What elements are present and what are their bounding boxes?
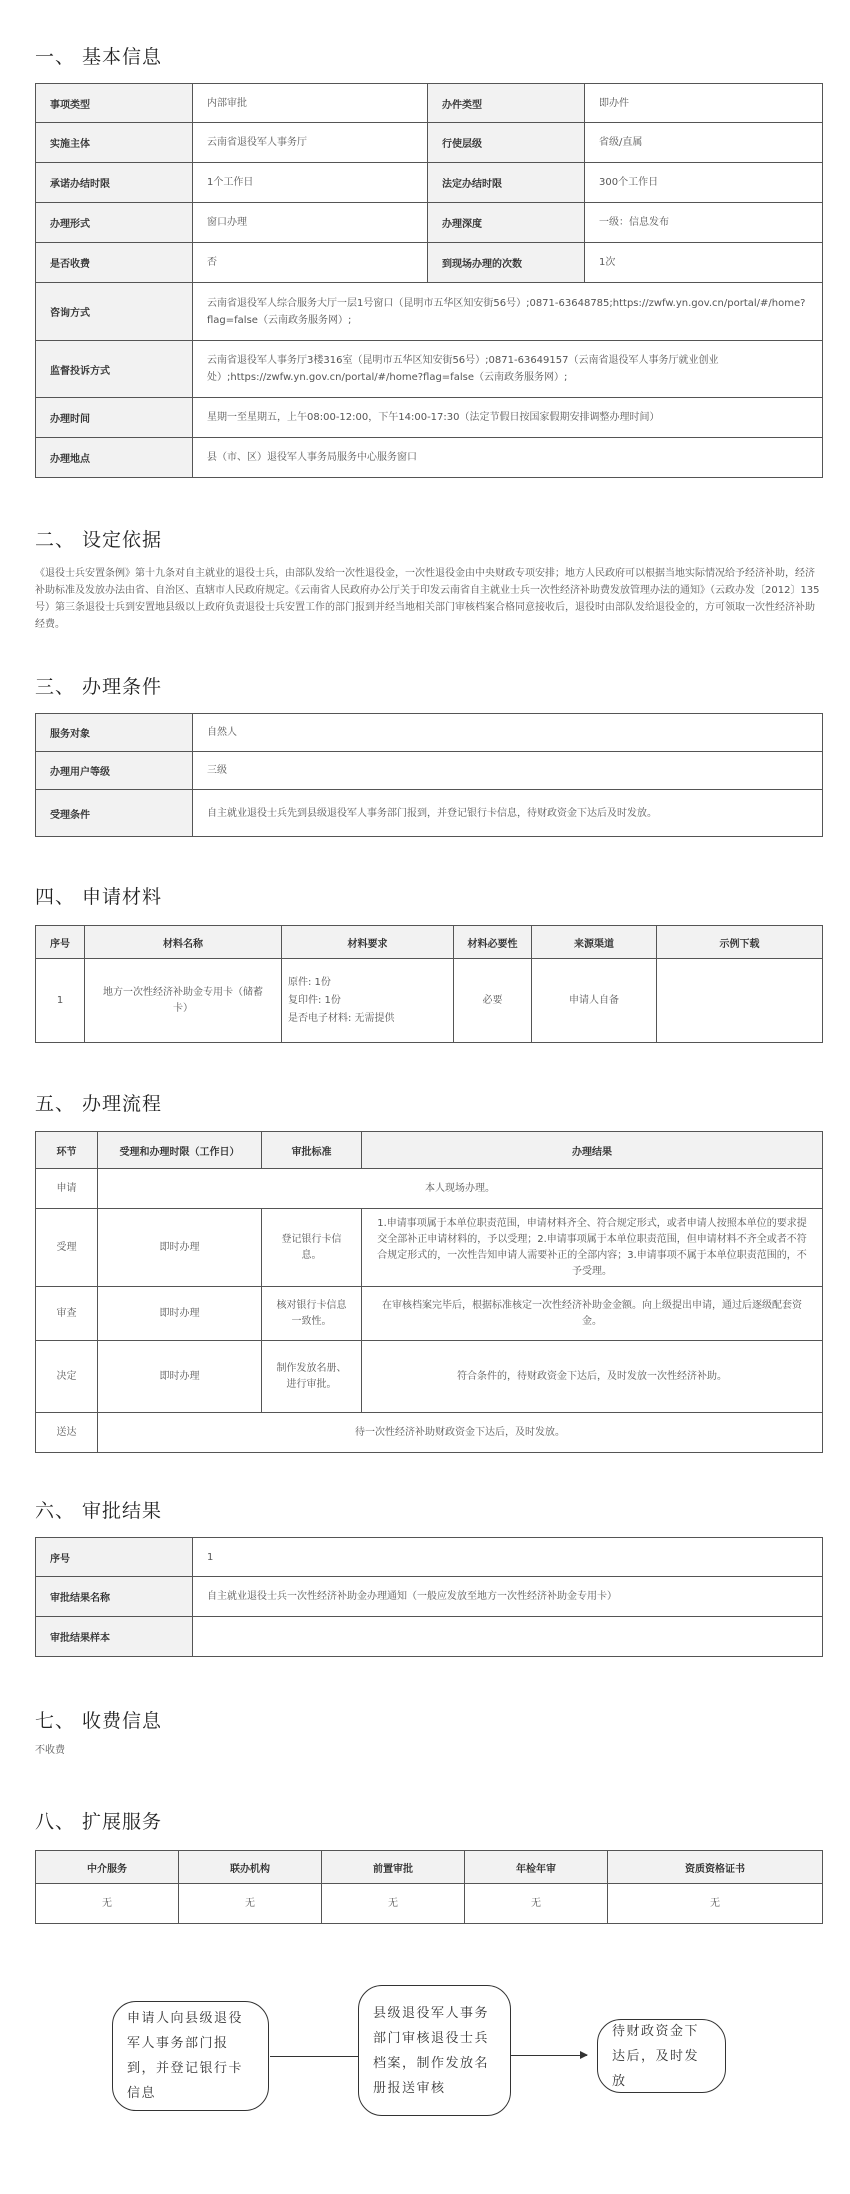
value-location: 县（市、区）退役军人事务局服务中心服务窗口	[193, 438, 823, 478]
table-row	[36, 1413, 823, 1453]
col-header: 材料名称	[85, 926, 282, 959]
value-depth: 一级：信息发布	[585, 203, 823, 243]
step-result: 符合条件的，待财政资金下达后，及时发放一次性经济补助。	[362, 1341, 823, 1413]
step-result: 待一次性经济补助财政资金下达后，及时发放。	[98, 1413, 823, 1453]
table-header-row	[36, 1851, 823, 1884]
label-visits: 到现场办理的次数	[428, 243, 585, 283]
table-row	[36, 1617, 823, 1657]
label-promise-time: 承诺办结时限	[36, 163, 193, 203]
label-hours: 办理时间	[36, 398, 193, 438]
table-header-row	[36, 1132, 823, 1169]
value-subject: 云南省退役军人事务厅	[193, 123, 428, 163]
req-original: 原件: 1份	[288, 976, 331, 988]
col-header: 前置审批	[322, 1851, 465, 1884]
label-subject: 实施主体	[36, 123, 193, 163]
col-header: 序号	[36, 926, 85, 959]
value-item-type: 内部审批	[193, 84, 428, 123]
table-row	[36, 1538, 823, 1577]
label-user-level: 办理用户等级	[36, 752, 193, 790]
step-name: 受理	[36, 1209, 98, 1287]
value-form: 窗口办理	[193, 203, 428, 243]
process-table	[35, 1131, 823, 1453]
material-necessity: 必要	[454, 959, 532, 1043]
extended-services-table	[35, 1850, 823, 1924]
col-header: 办理结果	[362, 1132, 823, 1169]
conditions-table	[35, 713, 823, 837]
label-result-sample: 审批结果样本	[36, 1617, 193, 1657]
ext-value: 无	[608, 1884, 823, 1924]
basic-info-table	[35, 83, 823, 478]
col-header: 资质资格证书	[608, 1851, 823, 1884]
value-result-no: 1	[193, 1538, 823, 1577]
material-name: 地方一次性经济补助金专用卡（储蓄卡）	[85, 959, 282, 1043]
basis-text: 《退役士兵安置条例》第十九条对自主就业的退役士兵，由部队发给一次性退役金，一次性退役金由中央财政专项安排；地方人民政府可以根据当地实际情况给予经济补助，经济补助标准及发放办法由省、自治区、直辖市人民政府规定。《云南省人民政府办公厅关于印发云南省自主就业士兵一次性经济补助费发放管理办法的通知》（云政办发〔2012〕135号）第三条退役士兵到安置地县级以上政府负责退役士兵安置工作的部门报到并经当地相关部门审核档案合格同意接收后，退役时由部队发给退役金的，方可领取一次性经济补助经费。	[35, 568, 820, 630]
label-target: 服务对象	[36, 714, 193, 752]
step-standard: 制作发放名册、进行审批。	[262, 1341, 362, 1413]
req-electronic: 是否电子材料: 无需提供	[288, 1012, 395, 1024]
step-name: 送达	[36, 1413, 98, 1453]
ext-value: 无	[36, 1884, 179, 1924]
col-header: 环节	[36, 1132, 98, 1169]
table-row	[36, 790, 823, 837]
value-fee: 否	[193, 243, 428, 283]
value-complaint: 云南省退役军人事务厅3楼316室（昆明市五华区知安街56号）;0871-63649157（云南省退役军人事务厅就业创业处）;https://zwfw.yn.gov.cn/portal/#/home?flag=false（云南政务服务网）;	[193, 341, 823, 398]
req-copy: 复印件: 1份	[288, 994, 341, 1006]
label-consult: 咨询方式	[36, 283, 193, 341]
label-accept-condition: 受理条件	[36, 790, 193, 837]
value-legal-time: 300个工作日	[585, 163, 823, 203]
value-consult: 云南省退役军人综合服务大厅一层1号窗口（昆明市五华区知安街56号）;0871-63648785;https://zwfw.yn.gov.cn/portal/#/home?flag=false（云南政务服务网）;	[193, 283, 823, 341]
label-depth: 办理深度	[428, 203, 585, 243]
material-sample	[657, 959, 823, 1043]
section-title-basis: 二、 设定依据	[35, 529, 163, 551]
value-hours: 星期一至星期五，上午08:00-12:00，下午14:00-17:30（法定节假日按国家假期安排调整办理时间）	[193, 398, 823, 438]
result-table	[35, 1537, 823, 1657]
section-title-basic: 一、 基本信息	[35, 46, 163, 68]
table-row	[36, 959, 823, 1043]
flow-arrow-2	[511, 2055, 587, 2056]
section-title-process: 五、 办理流程	[35, 1093, 163, 1115]
step-result: 在审核档案完毕后，根据标准核定一次性经济补助金金额。向上级提出申请，通过后逐级配套资金。	[362, 1287, 823, 1341]
value-visits: 1次	[585, 243, 823, 283]
section-title-conditions: 三、 办理条件	[35, 676, 163, 698]
step-time: 即时办理	[98, 1287, 262, 1341]
col-header: 示例下载	[657, 926, 823, 959]
table-row	[36, 1884, 823, 1924]
section-title-extended: 八、 扩展服务	[35, 1811, 163, 1833]
col-header: 受理和办理时限（工作日）	[98, 1132, 262, 1169]
material-no: 1	[36, 959, 85, 1043]
table-row	[36, 203, 823, 243]
step-result: 1.申请事项属于本单位职责范围，申请材料齐全、符合规定形式，或者申请人按照本单位的要求提交全部补正申请材料的，予以受理；2.申请事项属于本单位职责范围，但申请材料不齐全或者不符合规定形式的，一次性告知申请人需要补正的全部内容；3.申请事项不属于本单位职责范围的，不予受理。	[362, 1209, 823, 1287]
ext-value: 无	[179, 1884, 322, 1924]
table-row	[36, 1287, 823, 1341]
ext-value: 无	[465, 1884, 608, 1924]
col-header: 年检年审	[465, 1851, 608, 1884]
table-row	[36, 752, 823, 790]
table-row	[36, 438, 823, 478]
flow-box-report: 申请人向县级退役军人事务部门报到，并登记银行卡信息	[112, 2001, 269, 2111]
label-result-no: 序号	[36, 1538, 193, 1577]
col-header: 来源渠道	[532, 926, 657, 959]
material-source: 申请人自备	[532, 959, 657, 1043]
col-header: 材料要求	[282, 926, 454, 959]
col-header: 材料必要性	[454, 926, 532, 959]
step-name: 申请	[36, 1169, 98, 1209]
step-time: 即时办理	[98, 1341, 262, 1413]
step-standard: 核对银行卡信息一致性。	[262, 1287, 362, 1341]
table-row	[36, 283, 823, 341]
fee-text: 不收费	[35, 1745, 65, 1756]
label-complaint: 监督投诉方式	[36, 341, 193, 398]
step-result: 本人现场办理。	[98, 1169, 823, 1209]
step-time: 即时办理	[98, 1209, 262, 1287]
label-form: 办理形式	[36, 203, 193, 243]
value-case-type: 即办件	[585, 84, 823, 123]
label-fee: 是否收费	[36, 243, 193, 283]
label-level: 行使层级	[428, 123, 585, 163]
section-title-materials: 四、 申请材料	[35, 886, 163, 908]
table-row	[36, 1209, 823, 1287]
flow-box-issue: 待财政资金下达后，及时发放	[597, 2019, 726, 2093]
value-result-sample	[193, 1617, 823, 1657]
flow-box-review: 县级退役军人事务部门审核退役士兵档案，制作发放名册报送审核	[358, 1985, 511, 2116]
ext-value: 无	[322, 1884, 465, 1924]
table-row	[36, 1341, 823, 1413]
table-row	[36, 398, 823, 438]
material-requirements	[282, 959, 454, 1043]
step-name: 决定	[36, 1341, 98, 1413]
table-row	[36, 714, 823, 752]
table-header-row	[36, 926, 823, 959]
label-item-type: 事项类型	[36, 84, 193, 123]
section-title-result: 六、 审批结果	[35, 1500, 163, 1522]
table-row	[36, 243, 823, 283]
col-header: 审批标准	[262, 1132, 362, 1169]
section-title-fee: 七、 收费信息	[35, 1710, 163, 1732]
value-user-level: 三级	[193, 752, 823, 790]
table-row	[36, 84, 823, 123]
table-row	[36, 341, 823, 398]
table-row	[36, 163, 823, 203]
materials-table	[35, 925, 823, 1043]
value-target: 自然人	[193, 714, 823, 752]
label-legal-time: 法定办结时限	[428, 163, 585, 203]
table-row	[36, 1577, 823, 1617]
step-name: 审查	[36, 1287, 98, 1341]
label-result-name: 审批结果名称	[36, 1577, 193, 1617]
value-result-name: 自主就业退役士兵一次性经济补助金办理通知（一般应发放至地方一次性经济补助金专用卡）	[193, 1577, 823, 1617]
table-row	[36, 123, 823, 163]
col-header: 联办机构	[179, 1851, 322, 1884]
table-row	[36, 1169, 823, 1209]
value-level: 省级/直属	[585, 123, 823, 163]
value-promise-time: 1个工作日	[193, 163, 428, 203]
label-case-type: 办件类型	[428, 84, 585, 123]
step-standard: 登记银行卡信息。	[262, 1209, 362, 1287]
col-header: 中介服务	[36, 1851, 179, 1884]
value-accept-condition: 自主就业退役士兵先到县级退役军人事务部门报到，并登记银行卡信息，待财政资金下达后及时发放。	[193, 790, 823, 837]
label-location: 办理地点	[36, 438, 193, 478]
